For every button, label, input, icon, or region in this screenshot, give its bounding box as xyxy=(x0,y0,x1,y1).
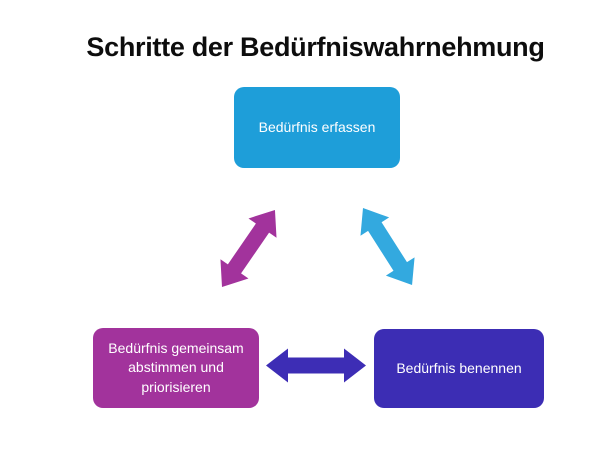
node-beduerfnis-abstimmen xyxy=(93,328,259,408)
node-beduerfnis-erfassen xyxy=(234,87,400,168)
node-beduerfnis-benennen xyxy=(374,329,544,408)
node-beduerfnis-benennen-label: Bedürfnis benennen xyxy=(396,359,522,376)
double-arrow-erfassen-benennen xyxy=(349,199,427,294)
double-arrow-abstimmen-benennen xyxy=(266,349,366,383)
node-beduerfnis-abstimmen-label: Bedürfnis gemeinsam abstimmen und priorisieren xyxy=(108,340,244,395)
node-beduerfnis-erfassen-label: Bedürfnis erfassen xyxy=(258,118,376,135)
diagram-title: Schritte der Bedürfniswahrnehmung xyxy=(86,32,545,62)
double-arrow-erfassen-abstimmen xyxy=(208,200,289,296)
